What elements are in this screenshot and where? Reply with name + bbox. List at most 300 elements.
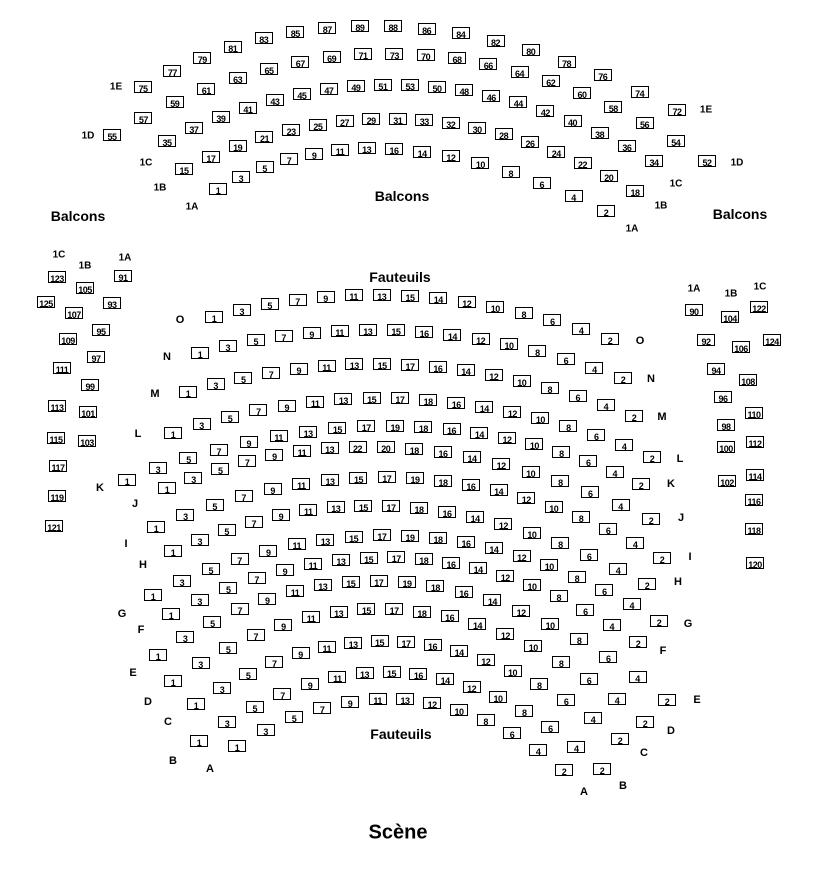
seat-side-left-95[interactable] [92,324,110,336]
seat-row-I-12[interactable] [517,492,535,504]
seat-balcony-1E-81[interactable] [224,41,242,53]
seat-balcony-1B-23[interactable] [282,124,300,136]
seat-row-H-16[interactable] [438,506,456,518]
seat-row-H-11[interactable] [299,504,317,516]
seat-row-M-1[interactable] [179,386,197,398]
seat-side-left-121[interactable] [45,520,63,532]
seat-row-B-2[interactable] [593,763,611,775]
seat-row-I-4[interactable] [626,537,644,549]
seat-balcony-1C-49[interactable] [347,80,365,92]
seat-row-H-9[interactable] [272,509,290,521]
seat-row-G-7[interactable] [231,553,249,565]
seat-balcony-1D-70[interactable] [417,49,435,61]
seat-row-E-4[interactable] [629,671,647,683]
seat-side-left-113[interactable] [48,400,66,412]
seat-row-H-13[interactable] [327,501,345,513]
seat-balcony-1C-50[interactable] [428,81,446,93]
seat-row-M-7[interactable] [262,367,280,379]
seat-balcony-1E-74[interactable] [631,86,649,98]
seat-balcony-1D-64[interactable] [511,66,529,78]
seat-row-C-10[interactable] [504,665,522,677]
seat-row-A-12[interactable] [423,697,441,709]
seat-side-left-115[interactable] [47,432,65,444]
seat-balcony-1C-47[interactable] [320,83,338,95]
seat-row-H-18[interactable] [410,502,428,514]
seat-row-L-7[interactable] [249,404,267,416]
seat-row-I-10[interactable] [545,501,563,513]
seat-balcony-1D-61[interactable] [197,83,215,95]
seat-row-B-5[interactable] [246,701,264,713]
seat-side-right-110[interactable] [745,407,763,419]
seat-row-E-15[interactable] [342,576,360,588]
seat-side-right-124[interactable] [763,334,781,346]
seat-row-C-17[interactable] [397,636,415,648]
seat-row-H-12[interactable] [494,518,512,530]
seat-row-F-10[interactable] [523,579,541,591]
seat-row-N-11[interactable] [331,325,349,337]
seat-row-C-3[interactable] [213,682,231,694]
seat-row-N-5[interactable] [247,334,265,346]
seat-balcony-1D-63[interactable] [229,72,247,84]
seat-row-B-4[interactable] [567,741,585,753]
seat-balcony-1E-75[interactable] [134,81,152,93]
seat-side-left-117[interactable] [49,460,67,472]
seat-row-H-3[interactable] [191,534,209,546]
seat-row-C-13[interactable] [344,637,362,649]
seat-row-F-9[interactable] [276,564,294,576]
seat-row-G-15[interactable] [345,531,363,543]
seat-row-A-2[interactable] [555,764,573,776]
seat-row-L-11[interactable] [306,396,324,408]
seat-row-D-12[interactable] [496,628,514,640]
seat-row-G-19[interactable] [401,530,419,542]
seat-row-C-6[interactable] [557,694,575,706]
seat-balcony-1C-48[interactable] [455,84,473,96]
seat-row-H-14[interactable] [466,511,484,523]
seat-row-F-12[interactable] [496,570,514,582]
seat-row-L-8[interactable] [559,420,577,432]
seat-balcony-1D-69[interactable] [323,51,341,63]
seat-row-D-9[interactable] [274,619,292,631]
seat-row-G-5[interactable] [202,563,220,575]
seat-row-J-2[interactable] [642,513,660,525]
seat-row-G-13[interactable] [316,534,334,546]
seat-row-G-9[interactable] [259,545,277,557]
seat-row-B-6[interactable] [541,721,559,733]
seat-row-M-2[interactable] [625,410,643,422]
seat-balcony-1B-32[interactable] [442,117,460,129]
seat-balcony-1C-46[interactable] [482,90,500,102]
seat-row-M-12[interactable] [485,369,503,381]
seat-balcony-1D-59[interactable] [166,96,184,108]
seat-balcony-1C-36[interactable] [618,140,636,152]
seat-row-J-9[interactable] [265,449,283,461]
seat-row-H-6[interactable] [580,549,598,561]
seat-row-I-2[interactable] [653,552,671,564]
seat-side-right-94[interactable] [707,363,725,375]
seat-balcony-1E-76[interactable] [594,69,612,81]
seat-row-L-4[interactable] [615,439,633,451]
seat-balcony-1B-33[interactable] [415,114,433,126]
seat-row-D-3[interactable] [192,657,210,669]
seat-row-K-2[interactable] [632,478,650,490]
seat-row-N-3[interactable] [219,340,237,352]
seat-row-L-18[interactable] [419,394,437,406]
seat-side-right-98[interactable] [717,419,735,431]
seat-row-G-17[interactable] [373,529,391,541]
seat-row-K-5[interactable] [179,452,197,464]
seat-row-E-10[interactable] [541,618,559,630]
seat-row-I-14[interactable] [490,484,508,496]
seat-side-left-103[interactable] [78,435,96,447]
seat-balcony-1A-12[interactable] [442,150,460,162]
seat-row-O-5[interactable] [261,298,279,310]
seat-row-C-9[interactable] [292,647,310,659]
seat-balcony-1A-7[interactable] [280,153,298,165]
seat-row-D-15[interactable] [357,603,375,615]
seat-row-N-8[interactable] [528,345,546,357]
seat-row-K-15[interactable] [328,422,346,434]
seat-side-right-96[interactable] [714,391,732,403]
seat-balcony-1B-17[interactable] [202,151,220,163]
seat-row-N-16[interactable] [415,326,433,338]
seat-row-I-1[interactable] [147,521,165,533]
seat-row-N-10[interactable] [500,338,518,350]
seat-row-B-3[interactable] [218,716,236,728]
seat-row-C-16[interactable] [424,639,442,651]
seat-row-E-9[interactable] [258,593,276,605]
seat-row-M-15[interactable] [373,358,391,370]
seat-balcony-1B-26[interactable] [521,136,539,148]
seat-row-L-1[interactable] [164,427,182,439]
seat-row-O-1[interactable] [205,311,223,323]
seat-row-I-17[interactable] [378,471,396,483]
seat-row-J-1[interactable] [158,482,176,494]
seat-row-G-14[interactable] [485,542,503,554]
seat-row-E-12[interactable] [512,605,530,617]
seat-row-L-17[interactable] [391,392,409,404]
seat-balcony-1D-71[interactable] [354,48,372,60]
seat-row-B-13[interactable] [356,667,374,679]
seat-balcony-1B-27[interactable] [336,115,354,127]
seat-row-I-13[interactable] [321,474,339,486]
seat-row-N-13[interactable] [359,324,377,336]
seat-row-H-2[interactable] [638,578,656,590]
seat-balcony-1B-18[interactable] [626,185,644,197]
seat-row-N-9[interactable] [303,327,321,339]
seat-row-O-3[interactable] [233,304,251,316]
seat-side-right-108[interactable] [739,374,757,386]
seat-balcony-1A-3[interactable] [232,171,250,183]
seat-row-N-14[interactable] [443,329,461,341]
seat-row-K-12[interactable] [498,432,516,444]
seat-row-L-2[interactable] [643,451,661,463]
seat-row-I-15[interactable] [349,472,367,484]
seat-row-D-14[interactable] [468,618,486,630]
seat-balcony-1C-39[interactable] [212,111,230,123]
seat-row-J-13[interactable] [321,442,339,454]
seat-balcony-1C-41[interactable] [239,102,257,114]
seat-row-M-13[interactable] [345,358,363,370]
seat-row-C-8[interactable] [530,678,548,690]
seat-row-N-12[interactable] [472,333,490,345]
seat-balcony-1E-89[interactable] [351,20,369,32]
seat-row-F-4[interactable] [603,619,621,631]
seat-balcony-1D-60[interactable] [573,87,591,99]
seat-row-B-12[interactable] [463,681,481,693]
seat-row-I-18[interactable] [434,475,452,487]
seat-balcony-1C-34[interactable] [645,155,663,167]
seat-row-A-10[interactable] [450,704,468,716]
seat-balcony-1B-19[interactable] [229,140,247,152]
seat-row-F-7[interactable] [248,572,266,584]
seat-row-K-16[interactable] [443,423,461,435]
seat-row-N-15[interactable] [387,324,405,336]
seat-row-F-18[interactable] [415,553,433,565]
seat-row-K-10[interactable] [525,438,543,450]
seat-row-K-3[interactable] [149,462,167,474]
seat-row-E-14[interactable] [483,594,501,606]
seat-row-D-4[interactable] [608,693,626,705]
seat-row-M-17[interactable] [401,359,419,371]
seat-balcony-1B-28[interactable] [495,128,513,140]
seat-row-E-13[interactable] [314,579,332,591]
seat-row-F-15[interactable] [360,552,378,564]
seat-balcony-1B-30[interactable] [468,122,486,134]
seat-balcony-1D-54[interactable] [667,135,685,147]
seat-row-J-7[interactable] [238,455,256,467]
seat-row-I-8[interactable] [572,511,590,523]
seat-row-A-8[interactable] [477,714,495,726]
seat-row-E-16[interactable] [455,586,473,598]
seat-row-F-6[interactable] [576,604,594,616]
seat-row-M-16[interactable] [429,361,447,373]
seat-row-A-1[interactable] [228,740,246,752]
seat-row-F-2[interactable] [629,636,647,648]
seat-balcony-1E-79[interactable] [193,52,211,64]
seat-balcony-1C-35[interactable] [158,135,176,147]
seat-row-G-12[interactable] [513,550,531,562]
seat-balcony-1A-6[interactable] [533,177,551,189]
seat-side-left-125[interactable] [37,296,55,308]
seat-row-J-16[interactable] [434,446,452,458]
seat-row-O-6[interactable] [543,314,561,326]
seat-row-G-10[interactable] [540,559,558,571]
seat-side-right-118[interactable] [745,523,763,535]
seat-row-G-11[interactable] [288,538,306,550]
seat-row-E-7[interactable] [231,603,249,615]
seat-row-K-14[interactable] [470,427,488,439]
seat-side-left-97[interactable] [87,351,105,363]
seat-balcony-1E-83[interactable] [255,32,273,44]
seat-row-C-2[interactable] [611,733,629,745]
seat-row-D-10[interactable] [524,640,542,652]
seat-balcony-1B-31[interactable] [389,113,407,125]
seat-side-left-123[interactable] [48,271,66,283]
seat-row-F-5[interactable] [219,582,237,594]
seat-balcony-1A-16[interactable] [385,143,403,155]
seat-row-G-8[interactable] [568,571,586,583]
seat-row-B-15[interactable] [383,666,401,678]
seat-row-K-7[interactable] [210,444,228,456]
seat-row-K-19[interactable] [386,420,404,432]
seat-balcony-1D-62[interactable] [542,75,560,87]
seat-row-F-8[interactable] [550,590,568,602]
seat-row-J-8[interactable] [551,475,569,487]
seat-row-E-19[interactable] [398,576,416,588]
seat-row-M-4[interactable] [597,399,615,411]
seat-row-M-11[interactable] [318,360,336,372]
seat-balcony-1D-55[interactable] [103,129,121,141]
seat-row-I-5[interactable] [206,499,224,511]
seat-row-L-13[interactable] [334,393,352,405]
seat-balcony-1E-85[interactable] [286,26,304,38]
seat-row-O-14[interactable] [429,292,447,304]
seat-row-B-1[interactable] [190,735,208,747]
seat-row-M-14[interactable] [457,364,475,376]
seat-row-I-11[interactable] [292,478,310,490]
seat-balcony-1C-43[interactable] [266,94,284,106]
seat-side-right-114[interactable] [746,469,764,481]
seat-balcony-1A-5[interactable] [256,161,274,173]
seat-row-K-9[interactable] [240,436,258,448]
seat-balcony-1E-84[interactable] [452,27,470,39]
seat-balcony-1C-38[interactable] [591,127,609,139]
seat-row-J-22[interactable] [349,441,367,453]
seat-row-F-14[interactable] [469,562,487,574]
seat-side-right-112[interactable] [746,436,764,448]
seat-row-L-6[interactable] [587,429,605,441]
seat-balcony-1C-51[interactable] [374,79,392,91]
seat-side-left-109[interactable] [59,333,77,345]
seat-balcony-1D-65[interactable] [260,63,278,75]
seat-row-D-5[interactable] [219,642,237,654]
seat-balcony-1A-9[interactable] [305,148,323,160]
seat-row-F-3[interactable] [191,594,209,606]
seat-row-C-7[interactable] [265,656,283,668]
seat-balcony-1C-45[interactable] [293,88,311,100]
seat-side-right-116[interactable] [745,494,763,506]
seat-side-left-91[interactable] [114,270,132,282]
seat-balcony-1B-20[interactable] [600,170,618,182]
seat-row-I-3[interactable] [176,509,194,521]
seat-row-O-2[interactable] [601,333,619,345]
seat-row-D-7[interactable] [247,629,265,641]
seat-balcony-1E-72[interactable] [668,104,686,116]
seat-row-E-11[interactable] [286,585,304,597]
seat-row-O-15[interactable] [401,290,419,302]
seat-balcony-1E-78[interactable] [558,56,576,68]
seat-row-A-9[interactable] [341,696,359,708]
seat-balcony-1B-22[interactable] [574,157,592,169]
seat-row-D-18[interactable] [413,606,431,618]
seat-row-E-2[interactable] [658,694,676,706]
seat-row-L-3[interactable] [193,418,211,430]
seat-balcony-1B-24[interactable] [547,146,565,158]
seat-row-H-4[interactable] [609,563,627,575]
seat-row-E-5[interactable] [203,616,221,628]
seat-balcony-1A-1[interactable] [209,183,227,195]
seat-row-G-1[interactable] [144,589,162,601]
seat-row-C-12[interactable] [477,654,495,666]
seat-row-C-15[interactable] [371,635,389,647]
seat-balcony-1E-77[interactable] [163,65,181,77]
seat-row-B-10[interactable] [489,691,507,703]
seat-row-E-18[interactable] [426,580,444,592]
seat-row-C-11[interactable] [318,641,336,653]
seat-balcony-1D-52[interactable] [698,155,716,167]
seat-row-O-12[interactable] [458,296,476,308]
seat-row-L-16[interactable] [447,397,465,409]
seat-balcony-1B-25[interactable] [309,119,327,131]
seat-row-E-1[interactable] [149,649,167,661]
seat-side-right-120[interactable] [746,557,764,569]
seat-row-J-5[interactable] [211,463,229,475]
seat-row-N-6[interactable] [557,353,575,365]
seat-balcony-1D-67[interactable] [291,56,309,68]
seat-balcony-1A-13[interactable] [358,142,376,154]
seat-row-K-11[interactable] [270,430,288,442]
seat-row-I-6[interactable] [599,523,617,535]
seat-side-right-102[interactable] [718,475,736,487]
seat-row-N-7[interactable] [275,330,293,342]
seat-row-J-12[interactable] [492,458,510,470]
seat-row-L-12[interactable] [503,406,521,418]
seat-row-J-3[interactable] [184,472,202,484]
seat-row-J-4[interactable] [612,499,630,511]
seat-row-L-5[interactable] [221,411,239,423]
seat-balcony-1B-15[interactable] [175,163,193,175]
seat-side-left-119[interactable] [48,490,66,502]
seat-row-D-6[interactable] [580,673,598,685]
seat-side-right-100[interactable] [717,441,735,453]
seat-row-L-10[interactable] [531,412,549,424]
seat-row-I-19[interactable] [406,472,424,484]
seat-row-J-11[interactable] [293,445,311,457]
seat-row-L-9[interactable] [278,400,296,412]
seat-row-C-14[interactable] [450,645,468,657]
seat-row-L-14[interactable] [475,401,493,413]
seat-row-D-1[interactable] [164,675,182,687]
seat-balcony-1E-86[interactable] [418,23,436,35]
seat-balcony-1D-57[interactable] [134,112,152,124]
seat-row-O-9[interactable] [317,291,335,303]
seat-side-left-101[interactable] [79,406,97,418]
seat-row-E-8[interactable] [570,633,588,645]
seat-row-A-5[interactable] [285,711,303,723]
seat-row-H-10[interactable] [523,527,541,539]
seat-row-H-7[interactable] [245,516,263,528]
seat-row-C-5[interactable] [239,668,257,680]
seat-balcony-1A-11[interactable] [331,144,349,156]
seat-row-O-8[interactable] [515,307,533,319]
seat-balcony-1A-10[interactable] [471,157,489,169]
seat-row-I-7[interactable] [235,490,253,502]
seat-row-H-17[interactable] [382,500,400,512]
seat-row-E-17[interactable] [370,575,388,587]
seat-row-H-8[interactable] [551,537,569,549]
seat-balcony-1A-14[interactable] [413,146,431,158]
seat-balcony-1C-40[interactable] [564,115,582,127]
seat-row-H-15[interactable] [354,500,372,512]
seat-row-I-16[interactable] [462,479,480,491]
seat-row-E-3[interactable] [176,631,194,643]
seat-row-F-1[interactable] [162,608,180,620]
seat-row-K-13[interactable] [299,426,317,438]
seat-side-left-99[interactable] [81,379,99,391]
seat-balcony-1E-88[interactable] [384,20,402,32]
seat-row-F-16[interactable] [442,557,460,569]
